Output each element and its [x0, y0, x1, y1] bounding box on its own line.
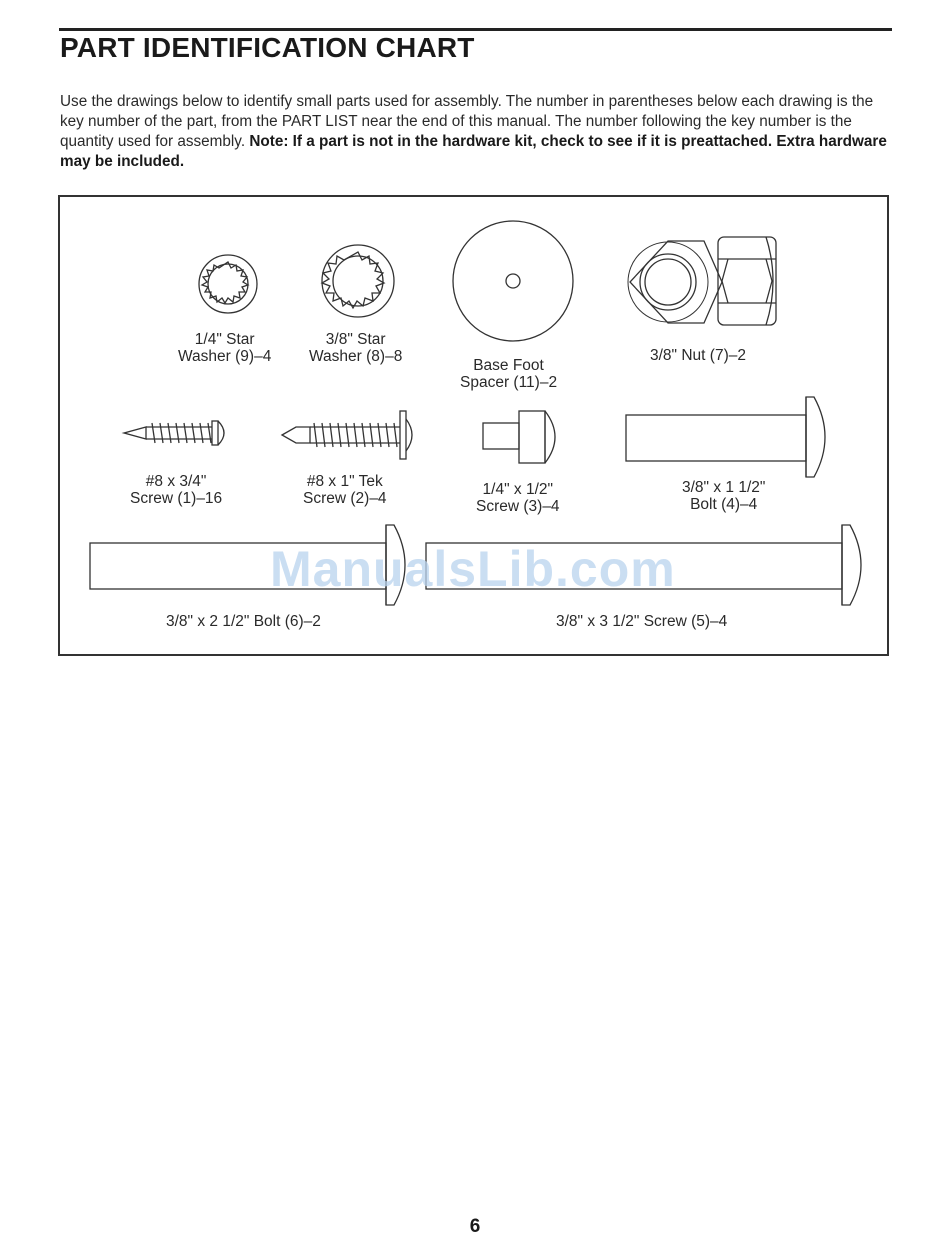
wood-screw-icon: [124, 421, 224, 445]
base-foot-spacer-icon: [453, 221, 573, 341]
top-rule: [59, 28, 892, 31]
star-washer-three-eighths-icon: [322, 245, 394, 317]
label-nut: 3/8" Nut (7)–2: [650, 347, 746, 364]
label-bolt-2-half: 3/8" x 2 1/2" Bolt (6)–2: [166, 613, 321, 630]
label-screw-8x34: #8 x 3/4" Screw (1)–16: [130, 473, 223, 507]
short-screw-icon: [483, 411, 555, 463]
page-number: 6: [469, 1216, 481, 1237]
label-star-washer-quarter: 1/4" Star Washer (9)–4: [178, 331, 272, 365]
nut-side-icon: [718, 237, 776, 325]
bolt-short-icon: [626, 397, 825, 477]
page-title: PART IDENTIFICATION CHART: [60, 32, 475, 63]
label-star-washer-three-eighths: 3/8" Star Washer (8)–8: [309, 331, 403, 365]
label-screw-quarter-half: 1/4" x 1/2" Screw (3)–4: [476, 481, 560, 515]
label-screw-3-half: 3/8" x 3 1/2" Screw (5)–4: [556, 613, 728, 630]
star-washer-quarter-icon: [199, 255, 257, 313]
watermark: ManualsLib.com: [270, 541, 676, 597]
nut-front-icon: [628, 241, 722, 323]
label-base-foot-spacer: Base Foot Spacer (11)–2: [460, 357, 558, 391]
tek-screw-icon: [282, 411, 412, 459]
intro-note: Note: If a part is not in the hardware kit, check to see if it is preattached. Extra hardware may be included.: [60, 133, 887, 170]
intro-text: Use the drawings below to identify small parts used for assembly. The number in parentheses below each drawing is the key number of the part, from the PART LIST near the end of this manual. The number following the key number is the quantity used for assembly.: [60, 93, 874, 150]
intro-paragraph: [60, 92, 890, 172]
label-bolt-1-half: 3/8" x 1 1/2" Bolt (4)–4: [682, 479, 766, 513]
label-tek-screw: #8 x 1" Tek Screw (2)–4: [303, 473, 387, 507]
